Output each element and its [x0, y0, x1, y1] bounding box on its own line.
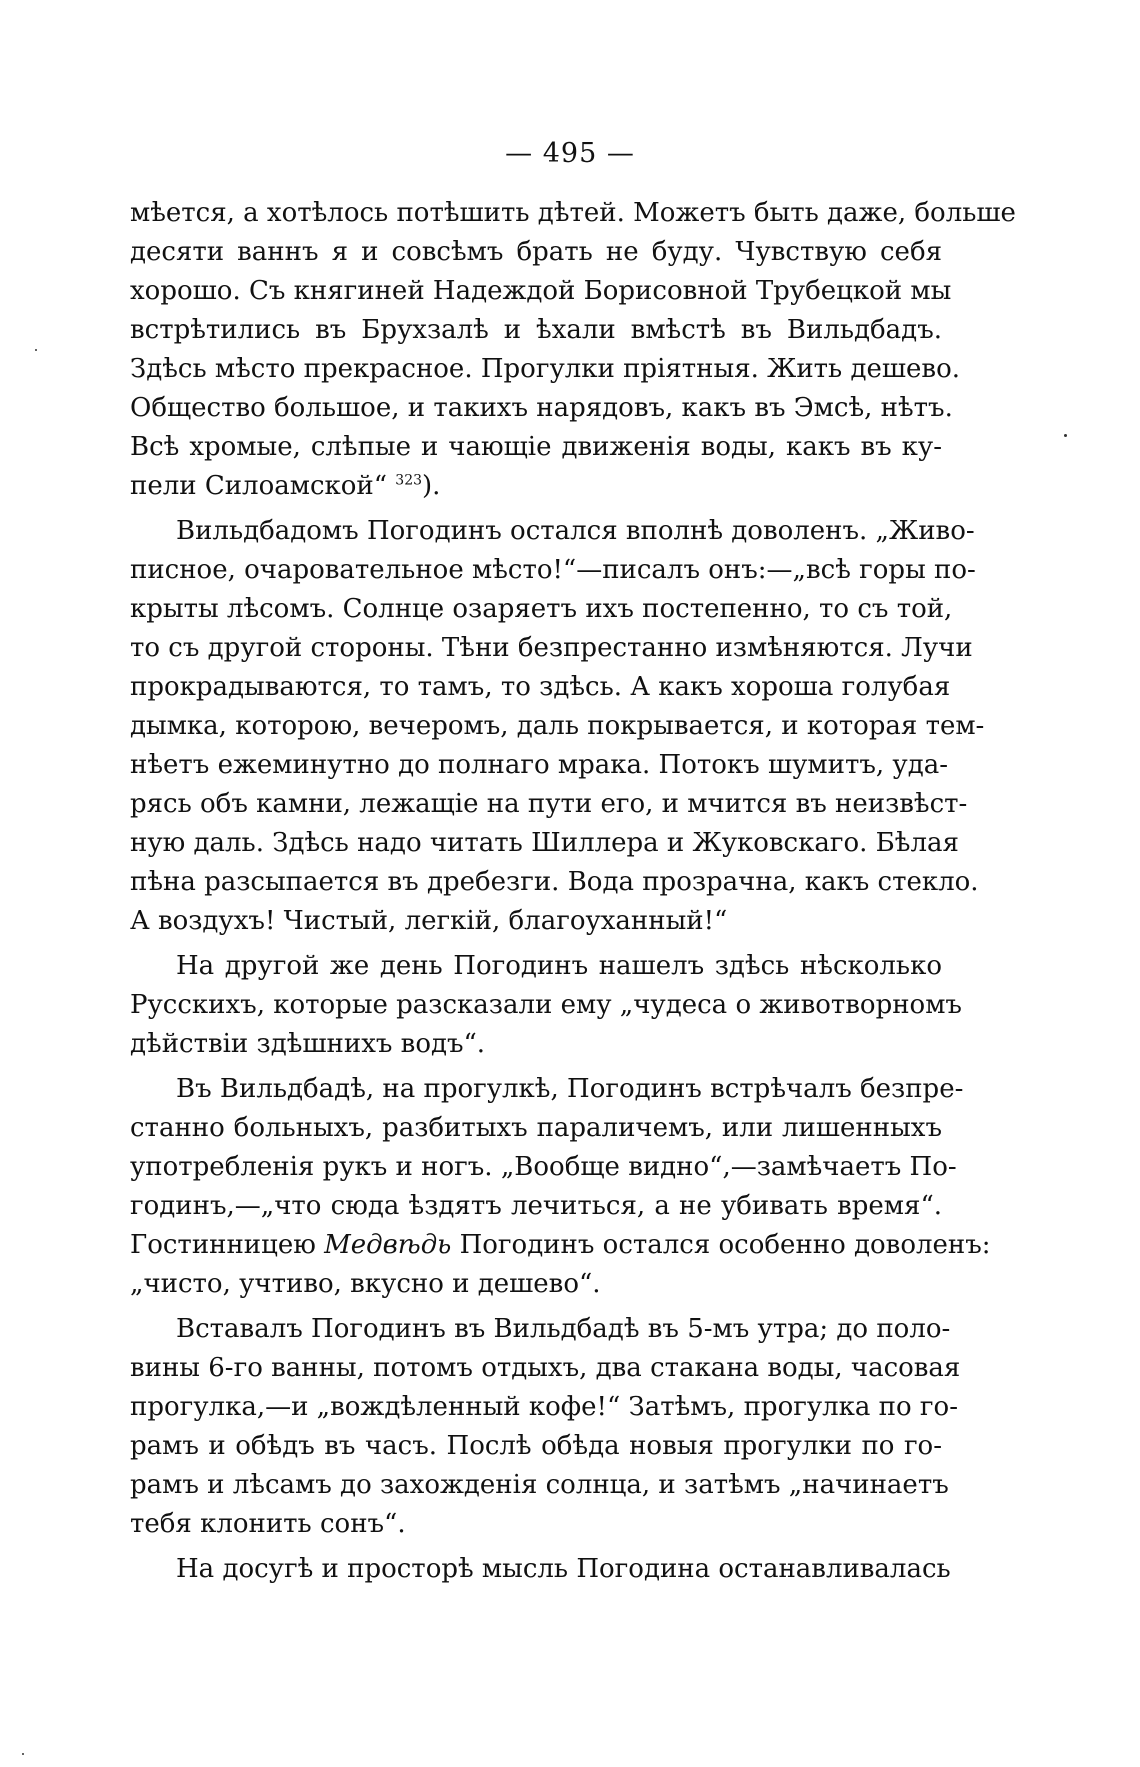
text-fragment: Погодинъ остался особенно доволенъ: [451, 1230, 991, 1260]
text-line [130, 467, 942, 506]
text-line: станно больныхъ, разбитыхъ параличемъ, или лишенныхъ [130, 1113, 942, 1143]
text-line: ную даль. Здѣсь надо читать Шиллера и Жуковскаго. Бѣлая [130, 828, 959, 858]
text-line: Вставалъ Погодинъ въ Вильдбадѣ въ 5-мъ утра; до поло- [176, 1314, 951, 1344]
text-line: На другой же день Погодинъ нашелъ здѣсь нѣсколько [176, 951, 942, 981]
text-line: Общество большое, и такихъ нарядовъ, какъ въ Эмсѣ, нѣтъ. [130, 393, 953, 423]
text-fragment: ). [422, 471, 441, 501]
ink-speck [35, 349, 37, 351]
text-line: дѣйствіи здѣшнихъ водъ“. [130, 1029, 486, 1059]
text-fragment: Гостинницею [130, 1230, 325, 1260]
text-line: рамъ и обѣдъ въ часъ. Послѣ обѣда новыя прогулки по го- [130, 1431, 942, 1461]
text-line: Русскихъ, которые разсказали ему „чудеса о животворномъ [130, 990, 962, 1020]
text-line: „чисто, учтиво, вкусно и дешево“. [130, 1269, 601, 1299]
text-line: Въ Вильдбадѣ, на прогулкѣ, Погодинъ встрѣчалъ безпре- [176, 1074, 964, 1104]
paragraph-3 [130, 947, 962, 1064]
ink-speck [1064, 434, 1067, 437]
text-line: хорошо. Съ княгиней Надеждой Борисовной Трубецкой мы [130, 276, 952, 306]
body-text [130, 194, 1016, 1589]
paragraph-5 [130, 1310, 961, 1544]
text-line: А воздухъ! Чистый, легкій, благоуханный!“ [130, 906, 728, 936]
text-line: Всѣ хромые, слѣпые и чающіе движенія воды, какъ въ ку- [130, 432, 942, 462]
paragraph-6 [130, 1550, 951, 1589]
text-line: нѣетъ ежеминутно до полнаго мрака. Потокъ шумитъ, уда- [130, 750, 949, 780]
text-line: Вильдбадомъ Погодинъ остался вполнѣ доволенъ. „Живо- [176, 516, 975, 546]
text-line: употребленія рукъ и ногъ. „Вообще видно“,—замѣчаетъ По- [130, 1152, 957, 1182]
text-line [130, 1226, 991, 1265]
paragraph-4 [130, 1070, 991, 1304]
text-line: годинъ,—„что сюда ѣздятъ лечиться, а не убивать время“. [130, 1191, 942, 1221]
text-line: десяти ваннъ я и совсѣмъ брать не буду. Чувствую себя [130, 237, 942, 267]
text-line: дымка, которою, вечеромъ, даль покрывается, и которая тем- [130, 711, 985, 741]
footnote-marker: 323 [395, 472, 423, 489]
text-line: тебя клонить сонъ“. [130, 1509, 406, 1539]
text-line: пѣна разсыпается въ дребезги. Вода прозрачна, какъ стекло. [130, 867, 979, 897]
text-line: рамъ и лѣсамъ до захожденія солнца, и затѣмъ „начинаетъ [130, 1470, 949, 1500]
paragraph-1 [130, 194, 1016, 506]
text-line: прогулка,—и „вождѣленный кофе!“ Затѣмъ, прогулка по го- [130, 1392, 958, 1422]
text-line: вины 6-го ванны, потомъ отдыхъ, два стакана воды, часовая [130, 1353, 961, 1383]
text-fragment: пели Силоамской“ [130, 471, 388, 501]
text-line: встрѣтились въ Брухзалѣ и ѣхали вмѣстѣ въ Вильдбадъ. [130, 315, 942, 345]
ink-speck [22, 1753, 24, 1755]
text-line: На досугѣ и просторѣ мысль Погодина останавливалась [176, 1554, 951, 1584]
text-line: писное, очаровательное мѣсто!“—писалъ онъ:—„всѣ горы по- [130, 555, 976, 585]
text-line: прокрадываются, то тамъ, то здѣсь. А какъ хороша голубая [130, 672, 951, 702]
text-line: то съ другой стороны. Тѣни безпрестанно измѣняются. Лучи [130, 633, 973, 663]
text-line: мѣется, а хотѣлось потѣшить дѣтей. Можетъ быть даже, больше [130, 198, 1016, 228]
text-line: Здѣсь мѣсто прекрасное. Прогулки пріятныя. Жить дешево. [130, 354, 960, 384]
text-line: крыты лѣсомъ. Солнце озаряетъ ихъ постепенно, то съ той, [130, 594, 953, 624]
text-line: рясь объ камни, лежащіе на пути его, и мчится въ неизвѣст- [130, 789, 968, 819]
hotel-name: Медвѣдь [324, 1230, 452, 1260]
paragraph-2 [130, 512, 985, 941]
page-number: — 495 — [505, 138, 635, 169]
